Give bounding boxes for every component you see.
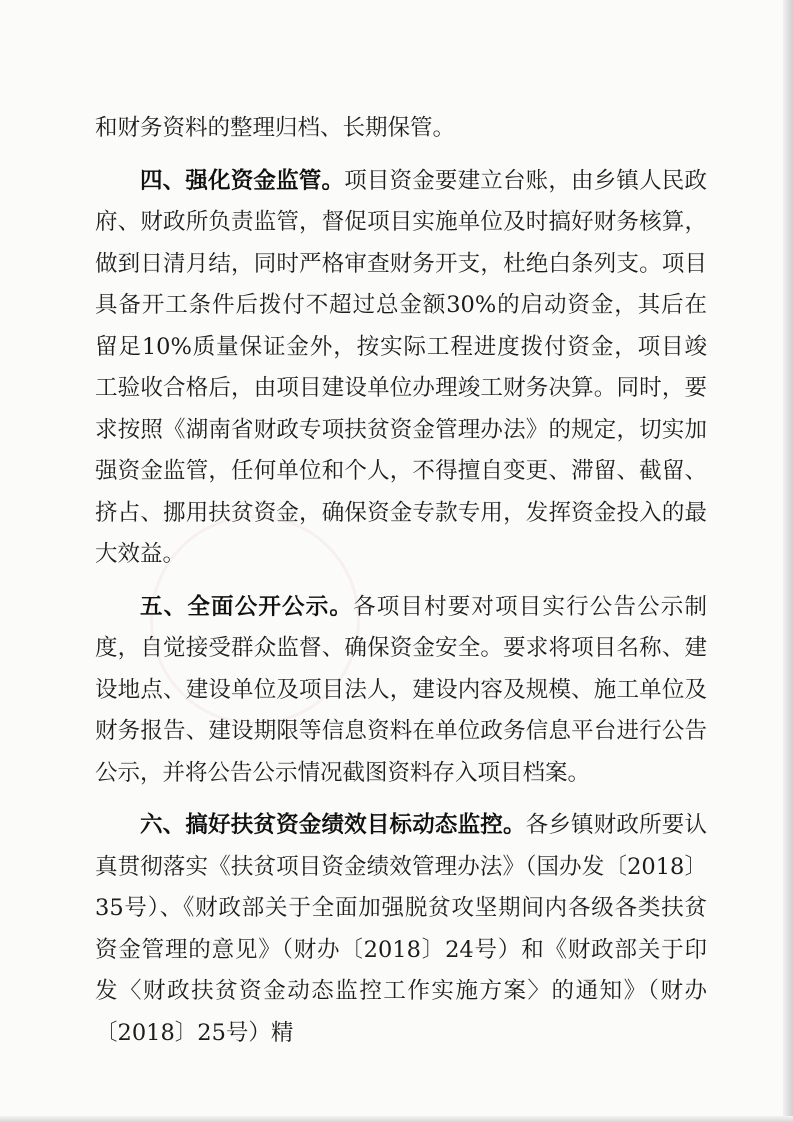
section-4-heading: 四、强化资金监管。 [140, 167, 345, 194]
document-body [95, 108, 707, 1054]
section-5-text: 各项目村要对项目实行公告公示制度，自觉接受群众监督、确保资金安全。要求将项目名称、建设地点、建设单位及项目法人，建设内容及规模、施工单位及财务报告、建设期限等信息资料在单位政务信息平台进行公告公示，并将公告公示情况截图资料存入项目档案。 [95, 593, 707, 786]
section-6-paragraph [95, 805, 707, 1054]
section-4-text: 项目资金要建立台账，由乡镇人民政府、财政所负责监管，督促项目实施单位及时搞好财务核算，做到日清月结，同时严格审查财务开支，杜绝白条列支。项目具备开工条件后拨付不超过总金额30%的启动资金，其后在留足10%质量保证金外，按实际工程进度拨付资金，项目竣工验收合格后，由项目建设单位办理竣工财务决算。同时，要求按照《湖南省财政专项扶贫资金管理办法》的规定，切实加强资金监管，任何单位和个人，不得擅自变更、滞留、截留、挤占、挪用扶贫资金，确保资金专款专用，发挥资金投入的最大效益。 [95, 167, 707, 567]
paragraph-text: 和财务资料的整理归档、长期保管。 [95, 115, 456, 141]
section-6-heading: 六、搞好扶贫资金绩效目标动态监控。 [140, 812, 526, 838]
section-6-text: 各乡镇财政所要认真贯彻落实《扶贫项目资金绩效管理办法》（国办发〔2018〕35号）、《财政部关于全面加强脱贫攻坚期间内各级各类扶贫资金管理的意见》（财办〔2018〕24号）和《财政部关于印发〈财政扶贫资金动态监控工作实施方案〉的通知》（财办〔2018〕25号）精 [95, 812, 707, 1046]
section-5-heading: 五、全面公开公示。 [140, 593, 354, 620]
paragraph-continuation [95, 108, 707, 150]
section-5-paragraph [95, 587, 707, 795]
scan-edge-shadow [783, 0, 793, 1122]
scan-bottom-shadow [0, 1116, 793, 1122]
section-4-paragraph [95, 161, 707, 576]
